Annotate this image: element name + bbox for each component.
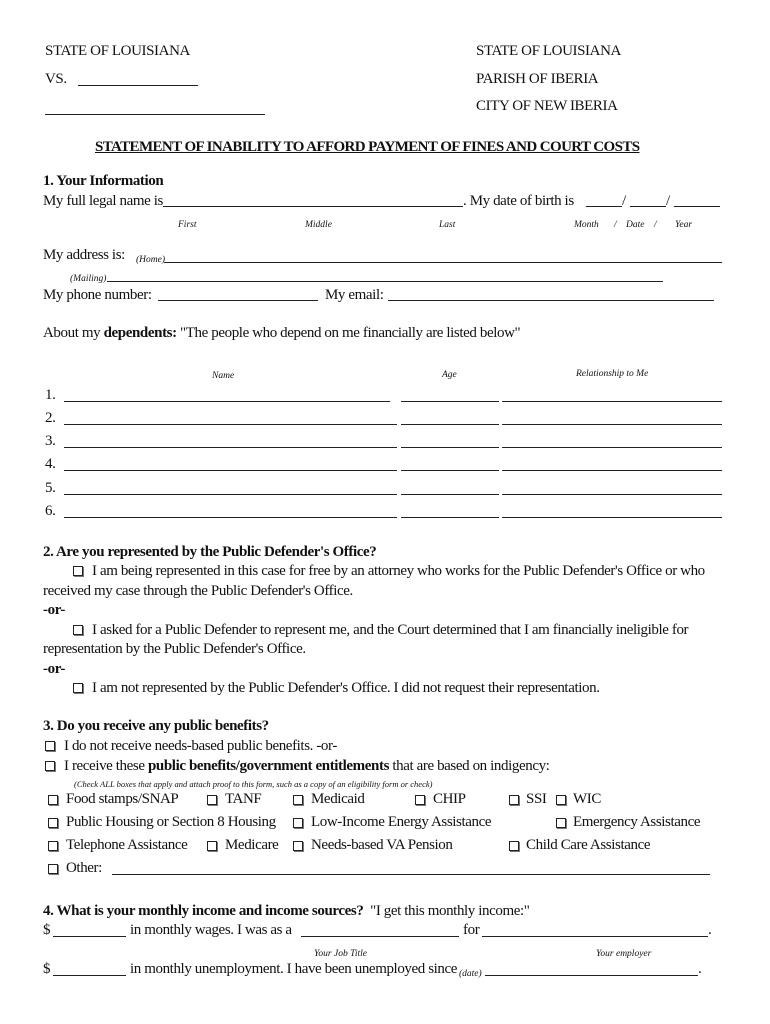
va-pension-checkbox[interactable] [293,841,303,851]
date-part-date: Date [626,220,645,230]
wages-period: . [708,922,712,938]
city-label: CITY OF NEW IBERIA [476,98,618,114]
dep-age-field[interactable] [401,424,499,425]
dep-name-field[interactable] [64,517,397,518]
mailing-address-field[interactable] [107,281,663,282]
receive-benefits-text: I receive these public benefits/government entitlements that are based on indigency: [64,758,550,774]
defendant-name-field[interactable] [45,114,265,115]
name-part-first: First [178,220,197,230]
dep-age-field[interactable] [401,401,499,402]
other-benefit-field[interactable] [112,874,710,875]
dep-relationship-field[interactable] [502,424,722,425]
pd-represented-text-1: I am being represented in this case for free by an attorney who works for the Public Defender's Office or who [92,563,705,579]
pd-not-represented-text: I am not represented by the Public Defender's Office. I did not request their representation. [92,680,600,696]
or-separator: -or- [43,661,65,677]
defendant-vs-field[interactable] [78,85,198,86]
name-part-middle: Middle [305,220,332,230]
dep-col-name: Name [212,371,235,381]
phone-field[interactable] [158,300,318,301]
job-title-label: Your Job Title [314,949,367,959]
dep-row-num: 1. [45,387,56,403]
telephone-assistance-checkbox[interactable] [48,841,58,851]
wages-dollar-sign: $ [43,922,51,938]
dep-age-field[interactable] [401,470,499,471]
emergency-assistance-label: Emergency Assistance [573,814,701,830]
receive-benefits-checkbox[interactable] [45,761,55,771]
dep-col-relationship: Relationship to Me [576,369,649,379]
wic-checkbox[interactable] [556,795,566,805]
date-part-slash-2: / [654,220,657,230]
home-address-label: (Home) [136,255,166,265]
dep-col-age: Age [442,370,457,380]
dob-month-field[interactable] [586,206,622,207]
full-name-label: My full legal name is [43,193,163,209]
public-housing-checkbox[interactable] [48,818,58,828]
email-field[interactable] [388,300,714,301]
unemployment-dollar-sign: $ [43,961,51,977]
job-title-field[interactable] [301,936,459,937]
dep-row-num: 3. [45,433,56,449]
chip-checkbox[interactable] [415,795,425,805]
dep-age-field[interactable] [401,494,499,495]
child-care-checkbox[interactable] [509,841,519,851]
tanf-label: TANF [225,791,262,807]
dep-age-field[interactable] [401,447,499,448]
pd-represented-checkbox[interactable] [73,566,83,576]
unemployment-text: in monthly unemployment. I have been unemployed since [130,961,458,977]
energy-assistance-checkbox[interactable] [293,818,303,828]
dob-label: . My date of birth is [463,193,574,209]
pd-ineligible-checkbox[interactable] [73,625,83,635]
medicaid-checkbox[interactable] [293,795,303,805]
unemployment-date-field[interactable] [485,975,698,976]
dep-relationship-field[interactable] [502,447,722,448]
for-text: for [463,922,480,938]
dep-row-num: 2. [45,410,56,426]
left-state-label: STATE OF LOUISIANA [45,43,190,59]
vs-label: VS. [45,71,67,87]
unemployment-date-label: (date) [459,969,482,979]
unemployment-period: . [698,961,702,977]
telephone-assistance-label: Telephone Assistance [66,837,188,853]
date-part-slash-1: / [614,220,617,230]
dep-relationship-field[interactable] [502,470,722,471]
dep-name-field[interactable] [64,470,397,471]
dob-year-field[interactable] [674,206,720,207]
dep-age-field[interactable] [401,517,499,518]
mailing-address-label: (Mailing) [70,274,107,284]
food-stamps-checkbox[interactable] [48,795,58,805]
energy-assistance-label: Low-Income Energy Assistance [311,814,492,830]
monthly-unemployment-field[interactable] [53,975,126,976]
public-housing-label: Public Housing or Section 8 Housing [66,814,276,830]
child-care-label: Child Care Assistance [526,837,651,853]
section-4-heading: 4. What is your monthly income and income sources? "I get this monthly income:" [43,903,530,919]
dep-relationship-field[interactable] [502,517,722,518]
dob-slash-2: / [666,193,670,209]
form-title: STATEMENT OF INABILITY TO AFFORD PAYMENT OF FINES AND COURT COSTS [95,139,640,155]
dep-name-field[interactable] [64,494,397,495]
employer-field[interactable] [482,936,708,937]
va-pension-label: Needs-based VA Pension [311,837,453,853]
other-benefit-label: Other: [66,860,102,876]
pd-represented-text-2: received my case through the Public Defender's Office. [43,583,353,599]
benefits-note: (Check ALL boxes that apply and attach proof to this form, such as a copy of an eligibility form or check) [74,779,433,789]
parish-label: PARISH OF IBERIA [476,71,599,87]
other-benefit-checkbox[interactable] [48,864,58,874]
dep-relationship-field[interactable] [502,401,722,402]
ssi-checkbox[interactable] [509,795,519,805]
address-label: My address is: [43,247,125,263]
section-3-heading: 3. Do you receive any public benefits? [43,718,269,734]
phone-label: My phone number: [43,287,152,303]
tanf-checkbox[interactable] [207,795,217,805]
section-1-heading: 1. Your Information [43,173,164,189]
wages-text: in monthly wages. I was as a [130,922,292,938]
dep-row-num: 4. [45,456,56,472]
home-address-field[interactable] [164,262,722,263]
pd-ineligible-text-2: representation by the Public Defender's Office. [43,641,306,657]
medicare-label: Medicare [225,837,279,853]
date-part-year: Year [675,220,693,230]
wic-label: WIC [573,791,601,807]
dep-relationship-field[interactable] [502,494,722,495]
dob-day-field[interactable] [630,206,666,207]
monthly-wages-field[interactable] [53,936,126,937]
chip-label: CHIP [433,791,466,807]
pd-not-represented-checkbox[interactable] [73,683,83,693]
pd-ineligible-text-1: I asked for a Public Defender to represent me, and the Court determined that I am financially ineligible for [92,622,689,638]
medicaid-label: Medicaid [311,791,365,807]
full-name-field[interactable] [163,206,463,207]
dep-row-num: 6. [45,503,56,519]
name-part-last: Last [439,220,456,230]
dep-row-num: 5. [45,480,56,496]
dependents-intro: About my dependents: "The people who depend on me financially are listed below" [43,325,521,341]
emergency-assistance-checkbox[interactable] [556,818,566,828]
dep-name-field[interactable] [64,424,397,425]
employer-label: Your employer [596,949,652,959]
date-part-month: Month [574,220,599,230]
dep-name-field[interactable] [64,401,390,402]
medicare-checkbox[interactable] [207,841,217,851]
dep-name-field[interactable] [64,447,397,448]
no-benefits-text: I do not receive needs-based public benefits. -or- [64,738,337,754]
section-2-heading: 2. Are you represented by the Public Defender's Office? [43,544,377,560]
email-label: My email: [325,287,384,303]
ssi-label: SSI [526,791,547,807]
right-state-label: STATE OF LOUISIANA [476,43,621,59]
no-benefits-checkbox[interactable] [45,741,55,751]
food-stamps-label: Food stamps/SNAP [66,791,179,807]
or-separator: -or- [43,602,65,618]
dob-slash-1: / [622,193,626,209]
